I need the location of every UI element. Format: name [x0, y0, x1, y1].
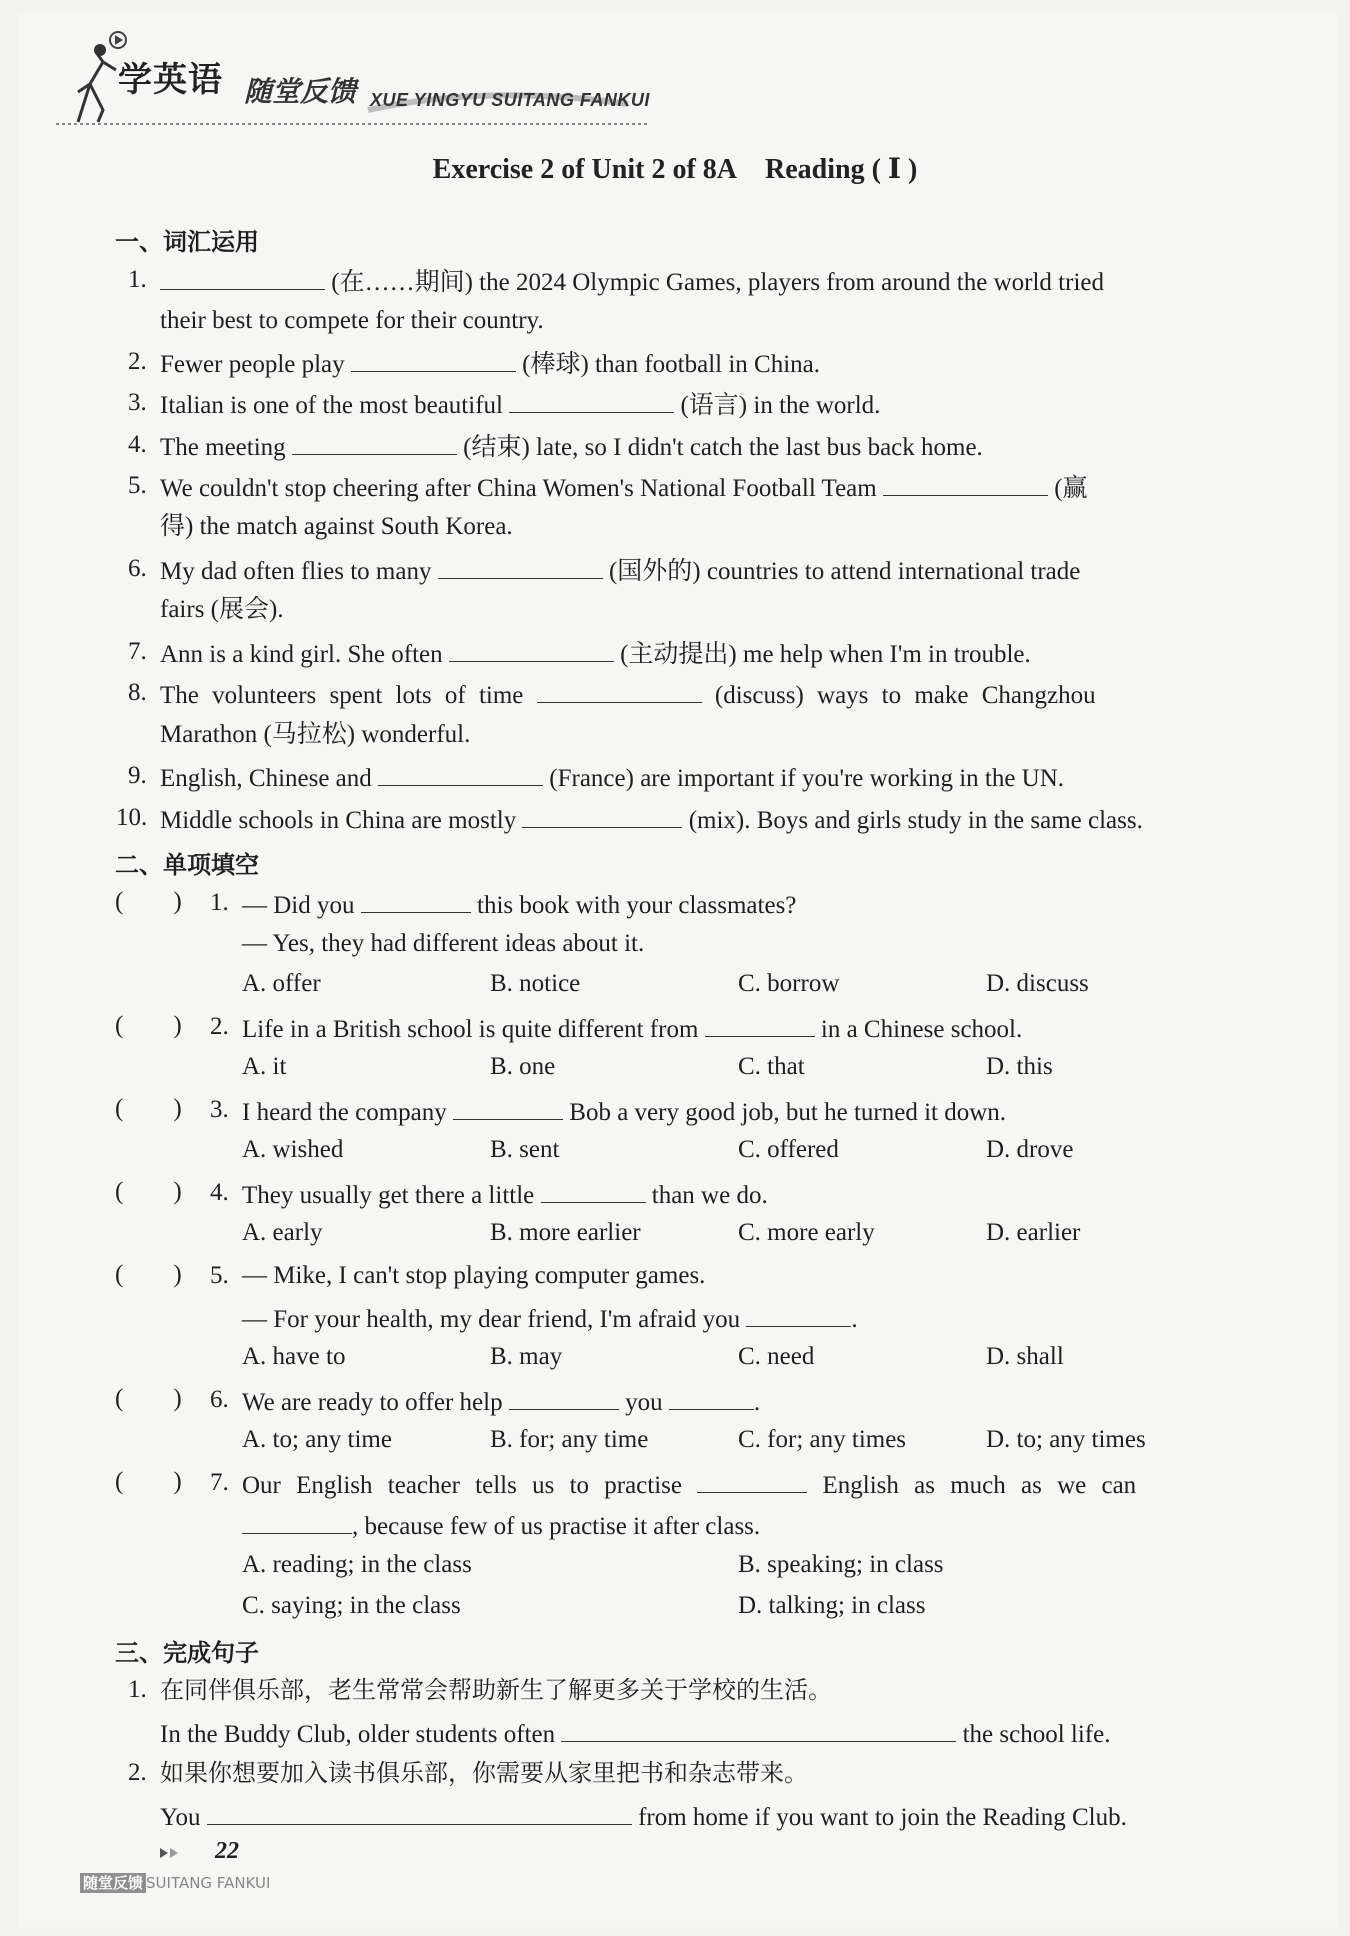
vocab-item-5-cont: 得) the match against South Korea.	[160, 513, 513, 540]
answer-blank	[705, 1012, 815, 1037]
vocab-item-6-cont: fairs (展会).	[160, 596, 284, 623]
mc-option: A. to; any time	[242, 1426, 392, 1453]
mc-question-4: They usually get there a little than we do.	[242, 1178, 768, 1211]
sentence-1-chinese: 在同伴俱乐部，老生常常会帮助新生了解更多关于学校的生活。	[160, 1676, 832, 1704]
vocab-item-3: Italian is one of the most beautiful (语言) in the world.	[160, 388, 880, 421]
logo-english-text: XUE YINGYU SUITANG FANKUI	[370, 90, 650, 110]
mc-option: C. offered	[738, 1136, 839, 1163]
mc-option: D. to; any times	[986, 1426, 1146, 1453]
answer-blank	[509, 1385, 619, 1410]
mc-question-3: I heard the company Bob a very good job, but he turned it down.	[242, 1095, 1006, 1128]
answer-blank	[453, 1095, 563, 1120]
answer-parentheses[interactable]: ( )	[115, 1178, 182, 1205]
mc-item-number: 7.	[210, 1469, 229, 1496]
mc-option: B. notice	[490, 970, 581, 997]
mc-question-7: Our English teacher tells us to practise English as much as we can	[242, 1468, 1136, 1501]
section-heading-multiple-choice: 二、单项填空	[115, 851, 259, 879]
mc-option: A. have to	[242, 1343, 346, 1370]
vocab-item-4: The meeting (结束) late, so I didn't catch the last bus back home.	[160, 430, 983, 463]
vocab-item-number: 7.	[128, 638, 147, 665]
page-title: Exercise 2 of Unit 2 of 8A Reading ( Ⅰ )	[432, 154, 918, 185]
mc-option: D. discuss	[986, 970, 1089, 997]
mc-option: B. one	[490, 1053, 556, 1080]
vocab-item-10: Middle schools in China are mostly (mix). Boys and girls study in the same class.	[160, 803, 1143, 836]
answer-blank[interactable]	[378, 761, 543, 786]
mc-option: C. for; any times	[738, 1426, 907, 1453]
page-number: 22	[215, 1838, 239, 1864]
mc-item-number: 4.	[210, 1179, 229, 1206]
vocab-item-8: The volunteers spent lots of time (discuss) ways to make Changzhou	[160, 678, 1096, 711]
answer-parentheses[interactable]: ( )	[115, 1012, 182, 1039]
answer-blank	[746, 1302, 851, 1327]
vocab-item-8-cont: Marathon (马拉松) wonderful.	[160, 721, 471, 748]
answer-blank[interactable]	[207, 1800, 632, 1825]
vocab-item-number: 1.	[128, 266, 147, 293]
mc-question-5: — Mike, I can't stop playing computer games.	[242, 1262, 706, 1289]
mc-option: D. earlier	[986, 1219, 1081, 1246]
mc-item-number: 5.	[210, 1262, 229, 1289]
section-heading-vocabulary: 一、词汇运用	[115, 228, 259, 256]
footer-logo-cn: 随堂反馈	[80, 1873, 146, 1893]
mc-option: C. more early	[738, 1219, 875, 1246]
vocab-item-number: 4.	[128, 431, 147, 458]
answer-blank	[242, 1509, 352, 1534]
mc-item-number: 1.	[210, 889, 229, 916]
answer-blank[interactable]	[883, 471, 1048, 496]
answer-blank[interactable]	[561, 1717, 956, 1742]
vocab-item-2: Fewer people play (棒球) than football in China.	[160, 347, 820, 380]
header-logo	[48, 22, 668, 132]
mc-item-number: 2.	[210, 1013, 229, 1040]
logo-chinese-subtitle: 随堂反馈	[244, 75, 357, 108]
vocab-item-1: (在……期间) the 2024 Olympic Games, players from around the world tried	[160, 265, 1240, 298]
answer-blank	[669, 1385, 754, 1410]
sentence-item-number: 1.	[128, 1676, 147, 1703]
double-arrow-icon	[160, 1846, 190, 1860]
mc-option: A. early	[242, 1219, 323, 1246]
answer-blank[interactable]	[438, 554, 603, 579]
answer-blank	[541, 1178, 646, 1203]
mc-option: D. this	[986, 1053, 1053, 1080]
answer-blank[interactable]	[537, 678, 702, 703]
answer-blank	[361, 888, 471, 913]
vocab-item-9: English, Chinese and (France) are important if you're working in the UN.	[160, 761, 1064, 794]
mc-option: C. saying; in the class	[242, 1592, 461, 1619]
mc-question-1: — Did you this book with your classmates?	[242, 888, 796, 921]
answer-blank[interactable]	[160, 265, 325, 290]
answer-parentheses[interactable]: ( )	[115, 1385, 182, 1412]
answer-parentheses[interactable]: ( )	[115, 1095, 182, 1122]
vocab-item-number: 3.	[128, 389, 147, 416]
vocab-item-number: 5.	[128, 472, 147, 499]
vocab-item-1-cont: their best to compete for their country.	[160, 307, 544, 334]
sentence-2-chinese: 如果你想要加入读书俱乐部，你需要从家里把书和杂志带来。	[160, 1759, 808, 1787]
mc-question-7-cont: , because few of us practise it after class.	[242, 1509, 760, 1542]
mc-question-1-reply: — Yes, they had different ideas about it.	[242, 930, 645, 957]
mc-option: C. need	[738, 1343, 815, 1370]
mc-option: B. for; any time	[490, 1426, 649, 1453]
mc-option: C. that	[738, 1053, 805, 1080]
vocab-item-number: 10.	[116, 804, 148, 831]
mc-option: D. shall	[986, 1343, 1064, 1370]
answer-blank	[697, 1468, 807, 1493]
mc-option: A. it	[242, 1053, 287, 1080]
answer-parentheses[interactable]: ( )	[115, 1261, 182, 1288]
mc-option: B. more earlier	[490, 1219, 641, 1246]
answer-blank[interactable]	[509, 388, 674, 413]
answer-blank[interactable]	[292, 430, 457, 455]
logo-chinese-title: 学英语	[118, 60, 223, 100]
answer-parentheses[interactable]: ( )	[115, 1468, 182, 1495]
mc-item-number: 3.	[210, 1096, 229, 1123]
mc-option: A. reading; in the class	[242, 1551, 472, 1578]
mc-question-5-reply: — For your health, my dear friend, I'm afraid you .	[242, 1302, 858, 1335]
vocab-item-7: Ann is a kind girl. She often (主动提出) me help when I'm in trouble.	[160, 637, 1031, 670]
vocab-item-5: We couldn't stop cheering after China Women's National Football Team (赢	[160, 471, 1088, 504]
vocab-item-6: My dad often flies to many (国外的) countries to attend international trade	[160, 554, 1080, 587]
mc-option: D. drove	[986, 1136, 1074, 1163]
mc-option: B. speaking; in class	[738, 1551, 944, 1578]
mc-option: A. offer	[242, 970, 321, 997]
mc-question-6: We are ready to offer help you .	[242, 1385, 760, 1418]
vocab-item-number: 6.	[128, 555, 147, 582]
sentence-1-english: In the Buddy Club, older students often the school life.	[160, 1717, 1110, 1750]
vocab-item-number: 9.	[128, 762, 147, 789]
vocab-item-number: 2.	[128, 348, 147, 375]
footer-logo	[80, 1872, 270, 1893]
mc-option: A. wished	[242, 1136, 344, 1163]
mc-option: B. sent	[490, 1136, 560, 1163]
footer-logo-en: SUITANG FANKUI	[146, 1874, 271, 1892]
answer-blank[interactable]	[522, 803, 682, 828]
mc-question-2: Life in a British school is quite different from in a Chinese school.	[242, 1012, 1022, 1045]
sentence-2-english: You from home if you want to join the Reading Club.	[160, 1800, 1127, 1833]
mc-item-number: 6.	[210, 1386, 229, 1413]
answer-blank[interactable]	[449, 637, 614, 662]
vocab-item-number: 8.	[128, 679, 147, 706]
answer-blank[interactable]	[351, 347, 516, 372]
sentence-item-number: 2.	[128, 1759, 147, 1786]
mc-option: D. talking; in class	[738, 1592, 926, 1619]
mc-option: C. borrow	[738, 970, 840, 997]
section-heading-complete-sentences: 三、完成句子	[115, 1639, 259, 1667]
answer-parentheses[interactable]: ( )	[115, 888, 182, 915]
mc-option: B. may	[490, 1343, 563, 1370]
